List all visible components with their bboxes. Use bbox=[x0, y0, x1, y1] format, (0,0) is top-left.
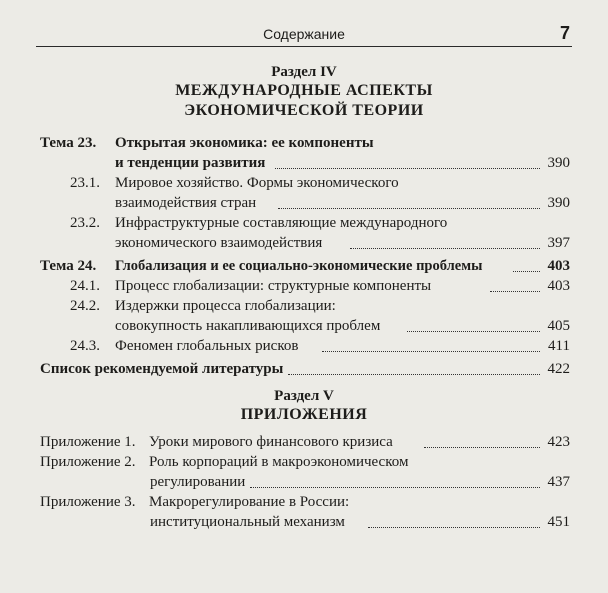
running-header bbox=[36, 24, 572, 47]
toc-item-24-2 bbox=[40, 296, 570, 316]
item-24-3-number: 24.3. bbox=[70, 338, 100, 354]
item-24-3-title: Феномен глобальных рисков bbox=[115, 338, 299, 354]
toc-item-24-3 bbox=[40, 336, 570, 356]
leader-dots bbox=[490, 290, 540, 292]
topic-24-label: Тема 24. bbox=[40, 258, 97, 274]
item-24-1-page: 403 bbox=[547, 278, 570, 294]
item-23-2-number: 23.2. bbox=[70, 215, 100, 231]
appendix-3-label: Приложение 3. bbox=[40, 494, 136, 510]
toc-item-23-2 bbox=[40, 213, 570, 233]
leader-dots bbox=[322, 350, 540, 352]
topic-23-title-line1: Открытая экономика: ее компоненты bbox=[115, 135, 374, 151]
toc-appendix-3-line2 bbox=[40, 512, 570, 532]
appendix-3-title-line2: институциональный механизм bbox=[150, 514, 345, 530]
item-23-2-title-line1: Инфраструктурные составляющие международного bbox=[115, 215, 448, 231]
toc-appendix-2-line2 bbox=[40, 472, 570, 492]
leader-dots bbox=[278, 207, 540, 209]
toc-item-23-2-line2 bbox=[40, 233, 570, 253]
appendix-1-title: Уроки мирового финансового кризиса bbox=[149, 434, 393, 450]
item-23-2-page: 397 bbox=[547, 235, 570, 251]
leader-dots bbox=[424, 446, 540, 448]
item-23-2-title-line2: экономического взаимодействия bbox=[115, 235, 323, 251]
toc-appendix-1 bbox=[40, 432, 570, 452]
item-24-1-number: 24.1. bbox=[70, 278, 100, 294]
leader-dots bbox=[288, 373, 540, 375]
appendix-2-label: Приложение 2. bbox=[40, 454, 136, 470]
item-24-2-title-line1: Издержки процесса глобализации: bbox=[115, 298, 336, 314]
toc-topic-23-line2 bbox=[40, 153, 570, 173]
appendix-2-title-line1: Роль корпораций в макроэкономическом bbox=[149, 454, 409, 470]
appendix-2-title-line2: регулировании bbox=[150, 474, 246, 490]
leader-dots bbox=[513, 270, 540, 272]
toc-references bbox=[40, 359, 570, 379]
item-24-2-title-line2: совокупность накапливающихся проблем bbox=[115, 318, 381, 334]
item-23-1-number: 23.1. bbox=[70, 175, 100, 191]
appendix-3-page: 451 bbox=[547, 514, 570, 530]
item-23-1-title-line2: взаимодействия стран bbox=[115, 195, 257, 211]
leader-dots bbox=[368, 526, 540, 528]
leader-dots bbox=[407, 330, 540, 332]
leader-dots bbox=[350, 247, 540, 249]
section-4-title-line2: ЭКОНОМИЧЕСКОЙ ТЕОРИИ bbox=[184, 102, 424, 119]
leader-dots bbox=[275, 167, 540, 169]
section-5-label: Раздел V bbox=[274, 388, 334, 404]
leader-dots bbox=[250, 486, 540, 488]
topic-24-page: 403 bbox=[547, 258, 570, 274]
item-24-3-page: 411 bbox=[548, 338, 570, 354]
topic-23-label: Тема 23. bbox=[40, 135, 97, 151]
item-24-1-title: Процесс глобализации: структурные компоненты bbox=[115, 278, 432, 294]
running-title: Содержание bbox=[263, 26, 345, 42]
section-4-label: Раздел IV bbox=[271, 64, 337, 80]
toc-item-23-1-line2 bbox=[40, 193, 570, 213]
toc-item-24-2-line2 bbox=[40, 316, 570, 336]
toc-item-24-1 bbox=[40, 276, 570, 296]
references-page: 422 bbox=[547, 361, 570, 377]
toc-appendix-3 bbox=[40, 492, 570, 512]
references-title: Список рекомендуемой литературы bbox=[40, 361, 284, 377]
topic-24-title: Глобализация и ее социально-экономические проблемы bbox=[115, 258, 483, 274]
section-4-title-line1: МЕЖДУНАРОДНЫЕ АСПЕКТЫ bbox=[175, 82, 433, 99]
toc-appendix-2 bbox=[40, 452, 570, 472]
section-5-title: ПРИЛОЖЕНИЯ bbox=[240, 406, 368, 423]
item-24-2-number: 24.2. bbox=[70, 298, 100, 314]
toc-topic-23 bbox=[40, 133, 570, 153]
topic-23-title-line2: и тенденции развития bbox=[115, 155, 266, 171]
appendix-1-label: Приложение 1. bbox=[40, 434, 136, 450]
item-24-2-page: 405 bbox=[547, 318, 570, 334]
item-23-1-title-line1: Мировое хозяйство. Формы экономического bbox=[115, 175, 399, 191]
topic-23-page: 390 bbox=[547, 155, 570, 171]
appendix-3-title-line1: Макрорегулирование в России: bbox=[149, 494, 350, 510]
toc-item-23-1 bbox=[40, 173, 570, 193]
appendix-1-page: 423 bbox=[547, 434, 570, 450]
item-23-1-page: 390 bbox=[547, 195, 570, 211]
toc-topic-24 bbox=[40, 256, 570, 276]
page-number: 7 bbox=[559, 23, 570, 43]
appendix-2-page: 437 bbox=[547, 474, 570, 490]
